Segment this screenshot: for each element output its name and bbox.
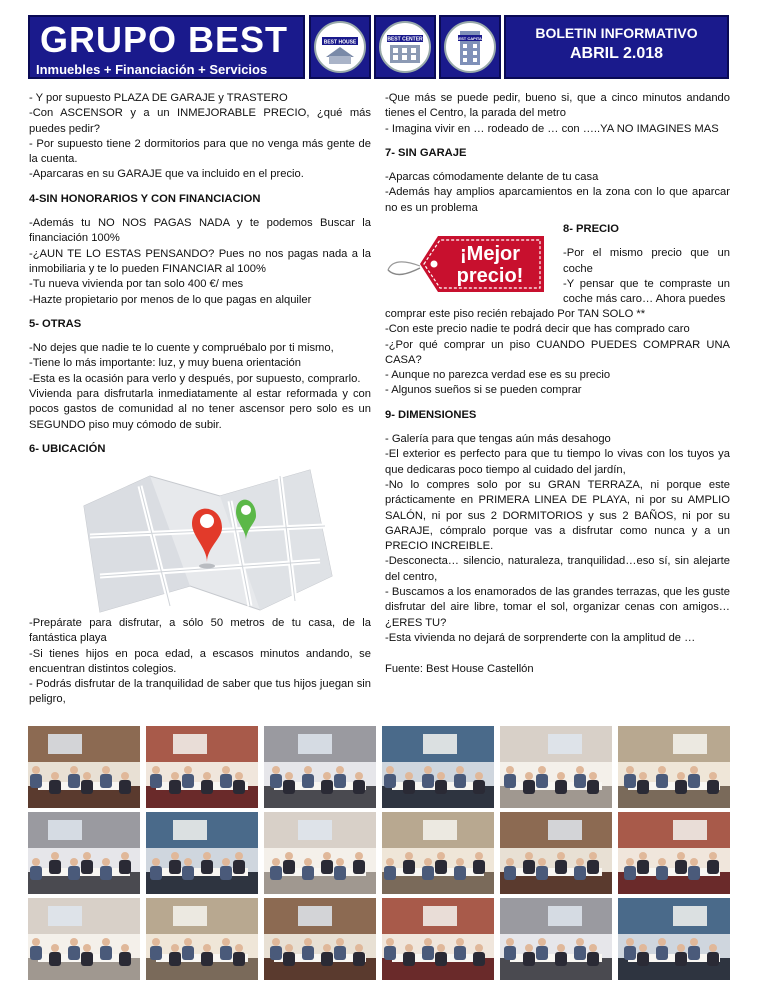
paragraph: -Aparcas cómodamente delante de tu casa bbox=[385, 171, 599, 184]
logo-label: BEST HOUSE bbox=[323, 39, 357, 46]
meeting-photo bbox=[382, 726, 494, 808]
meeting-photo bbox=[382, 812, 494, 894]
section-heading: 9- DIMENSIONES bbox=[385, 408, 477, 421]
right-column-top bbox=[385, 91, 730, 216]
paragraph: -No lo compres solo por su GRAN TERRAZA, ni porque este prácticamente en PRIMERA LINEA DE PLAYA, ni por su AMPLIO SALÓN, ni por sus 2 DORMITORIOS y sus 2 BAÑOS, ni por su GARAJE, cómpralo porque vas a disfrutar como nunca y a un PRECIO INCREIBLE. bbox=[385, 478, 730, 553]
paragraph: -Prepárate para disfrutar, a sólo 50 metros de tu casa, de la fantástica playa bbox=[29, 617, 371, 645]
paragraph: -Además hay amplios aparcamientos en la zona con lo que aparcar no es un problema bbox=[385, 186, 730, 214]
paragraph: Vivienda para disfrutarla inmediatamente al estar reformada y con pocos gastos de comunidad al no tener ascensor pero solo es un SEGUNDO piso muy cómodo de subir. bbox=[29, 388, 371, 431]
paragraph: -Aparcaras en su GARAJE que va incluido en el precio. bbox=[29, 168, 304, 181]
map-illustration bbox=[80, 466, 335, 614]
meeting-photo bbox=[146, 898, 258, 980]
price-tag-line: precio! bbox=[456, 265, 524, 287]
price-tag-line: ¡Mejor bbox=[460, 243, 520, 265]
paragraph: -Por el mismo precio que un coche bbox=[563, 247, 730, 275]
paragraph: -Con ASCENSOR y a un INMEJORABLE PRECIO, ¿qué más puedes pedir? bbox=[29, 107, 371, 135]
right-column-bottom bbox=[385, 307, 730, 678]
meeting-photo bbox=[618, 898, 730, 980]
section-heading: 8- PRECIO bbox=[563, 223, 619, 235]
meeting-photo bbox=[264, 726, 376, 808]
paragraph: -Además tu NO NOS PAGAS NADA y te podemos Buscar la financiación 100% bbox=[29, 217, 371, 245]
meeting-photo bbox=[28, 898, 140, 980]
meeting-photo bbox=[264, 812, 376, 894]
bulletin-title: BOLETIN INFORMATIVO bbox=[535, 25, 698, 41]
left-column bbox=[29, 91, 371, 457]
meeting-photo bbox=[500, 898, 612, 980]
paragraph: comprar este piso recién rebajado Por TAN SOLO ** bbox=[385, 308, 646, 320]
section-heading: 7- SIN GARAJE bbox=[385, 146, 467, 159]
section-heading: 5- OTRAS bbox=[29, 317, 82, 330]
brand-subtitle: Inmuebles + Financiación + Servicios bbox=[36, 62, 268, 77]
logo-label: BEST CENTER bbox=[387, 36, 423, 43]
logo-best-center bbox=[374, 15, 436, 79]
paragraph: -No dejes que nadie te lo cuente y compruébalo por ti mismo, bbox=[29, 342, 334, 355]
paragraph: - Aunque no parezca verdad ese es su precio bbox=[385, 369, 611, 382]
brand-title: GRUPO BEST bbox=[40, 19, 289, 60]
meeting-photo bbox=[500, 726, 612, 808]
meeting-photo bbox=[618, 726, 730, 808]
paragraph: -¿Por qué comprar un piso CUANDO PUEDES COMPRAR UNA CASA? bbox=[385, 338, 730, 366]
best-price-tag-icon bbox=[386, 230, 556, 298]
bulletin-banner bbox=[504, 15, 729, 79]
meeting-photo bbox=[500, 812, 612, 894]
logo-best-capital bbox=[439, 15, 501, 79]
paragraph: -Desconecta… silencio, naturaleza, tranquilidad…eso sí, sin alejarte del centro, bbox=[385, 555, 730, 583]
paragraph: - Galería para que tengas aún más desahogo bbox=[385, 433, 611, 446]
source-credit: Fuente: Best House Castellón bbox=[385, 663, 534, 676]
meeting-photo bbox=[146, 812, 258, 894]
section-heading: 4-SIN HONORARIOS Y CON FINANCIACION bbox=[29, 192, 261, 205]
paragraph: - Imagina vivir en … rodeado de … con …..YA NO IMAGINES MAS bbox=[385, 122, 719, 135]
paragraph: -Tiene lo más importante: luz, y muy buena orientación bbox=[29, 357, 301, 370]
paragraph: -Hazte propietario por menos de lo que pagas en alquiler bbox=[29, 293, 312, 306]
meeting-photo bbox=[264, 898, 376, 980]
paragraph: -Con este precio nadie te podrá decir que has comprado caro bbox=[385, 323, 690, 336]
paragraph: -¿AUN TE LO ESTAS PENSANDO? Pues no nos pagas nada a la inmobiliaria y te lo pueden FINANCIAR al 100% bbox=[29, 247, 371, 275]
paragraph: -Que más se puede pedir, bueno si, que a cinco minutos andando tienes el Centro, la parada del metro bbox=[385, 92, 730, 120]
left-column-bottom bbox=[29, 616, 371, 708]
meeting-photo bbox=[382, 898, 494, 980]
paragraph: - Algunos sueños si se pueden comprar bbox=[385, 384, 582, 397]
paragraph: -Y pensar que te compraste un coche más caro… Ahora puedes bbox=[563, 277, 730, 306]
paragraph: -El exterior es perfecto para que tu tiempo lo vivas con los tuyos ya que dedicaras poco tiempo al cuidado del jardín, bbox=[385, 448, 730, 476]
bulletin-date: ABRIL 2.018 bbox=[569, 45, 664, 62]
meeting-photo bbox=[146, 726, 258, 808]
price-side-text bbox=[563, 222, 730, 307]
logo-label: BEST CAPITAL bbox=[455, 35, 485, 41]
brand-banner bbox=[28, 15, 305, 79]
meeting-photo bbox=[28, 726, 140, 808]
meeting-photo bbox=[618, 812, 730, 894]
section-heading: 6- UBICACIÓN bbox=[29, 442, 106, 455]
logo-best-house bbox=[309, 15, 371, 79]
paragraph: -Si tienes hijos en poca edad, a escasos minutos andando, se encuentran distintos colegios. bbox=[29, 647, 371, 675]
paragraph: - Por supuesto tiene 2 dormitorios para que no venga más gente de la cuenta. bbox=[29, 137, 371, 166]
paragraph: -Esta es la ocasión para verlo y después, por supuesto, comprarlo. bbox=[29, 372, 361, 385]
paragraph: - Podrás disfrutar de la tranquilidad de saber que tus hijos juegan sin peligro, bbox=[29, 678, 371, 706]
paragraph: - Buscamos a los enamorados de las grandes terrazas, que les guste disfrutar del aire libre, tomar el sol, organizar cenas con amigos… ¿ERES TU? bbox=[385, 586, 730, 629]
paragraph: - Y por supuesto PLAZA DE GARAJE y TRASTERO bbox=[29, 92, 288, 104]
paragraph: -Tu nueva vivienda por tan solo 400 €/ mes bbox=[29, 278, 244, 291]
meeting-photo bbox=[28, 812, 140, 894]
paragraph: -Esta vivienda no dejará de sorprenderte con la amplitud de … bbox=[385, 631, 696, 644]
